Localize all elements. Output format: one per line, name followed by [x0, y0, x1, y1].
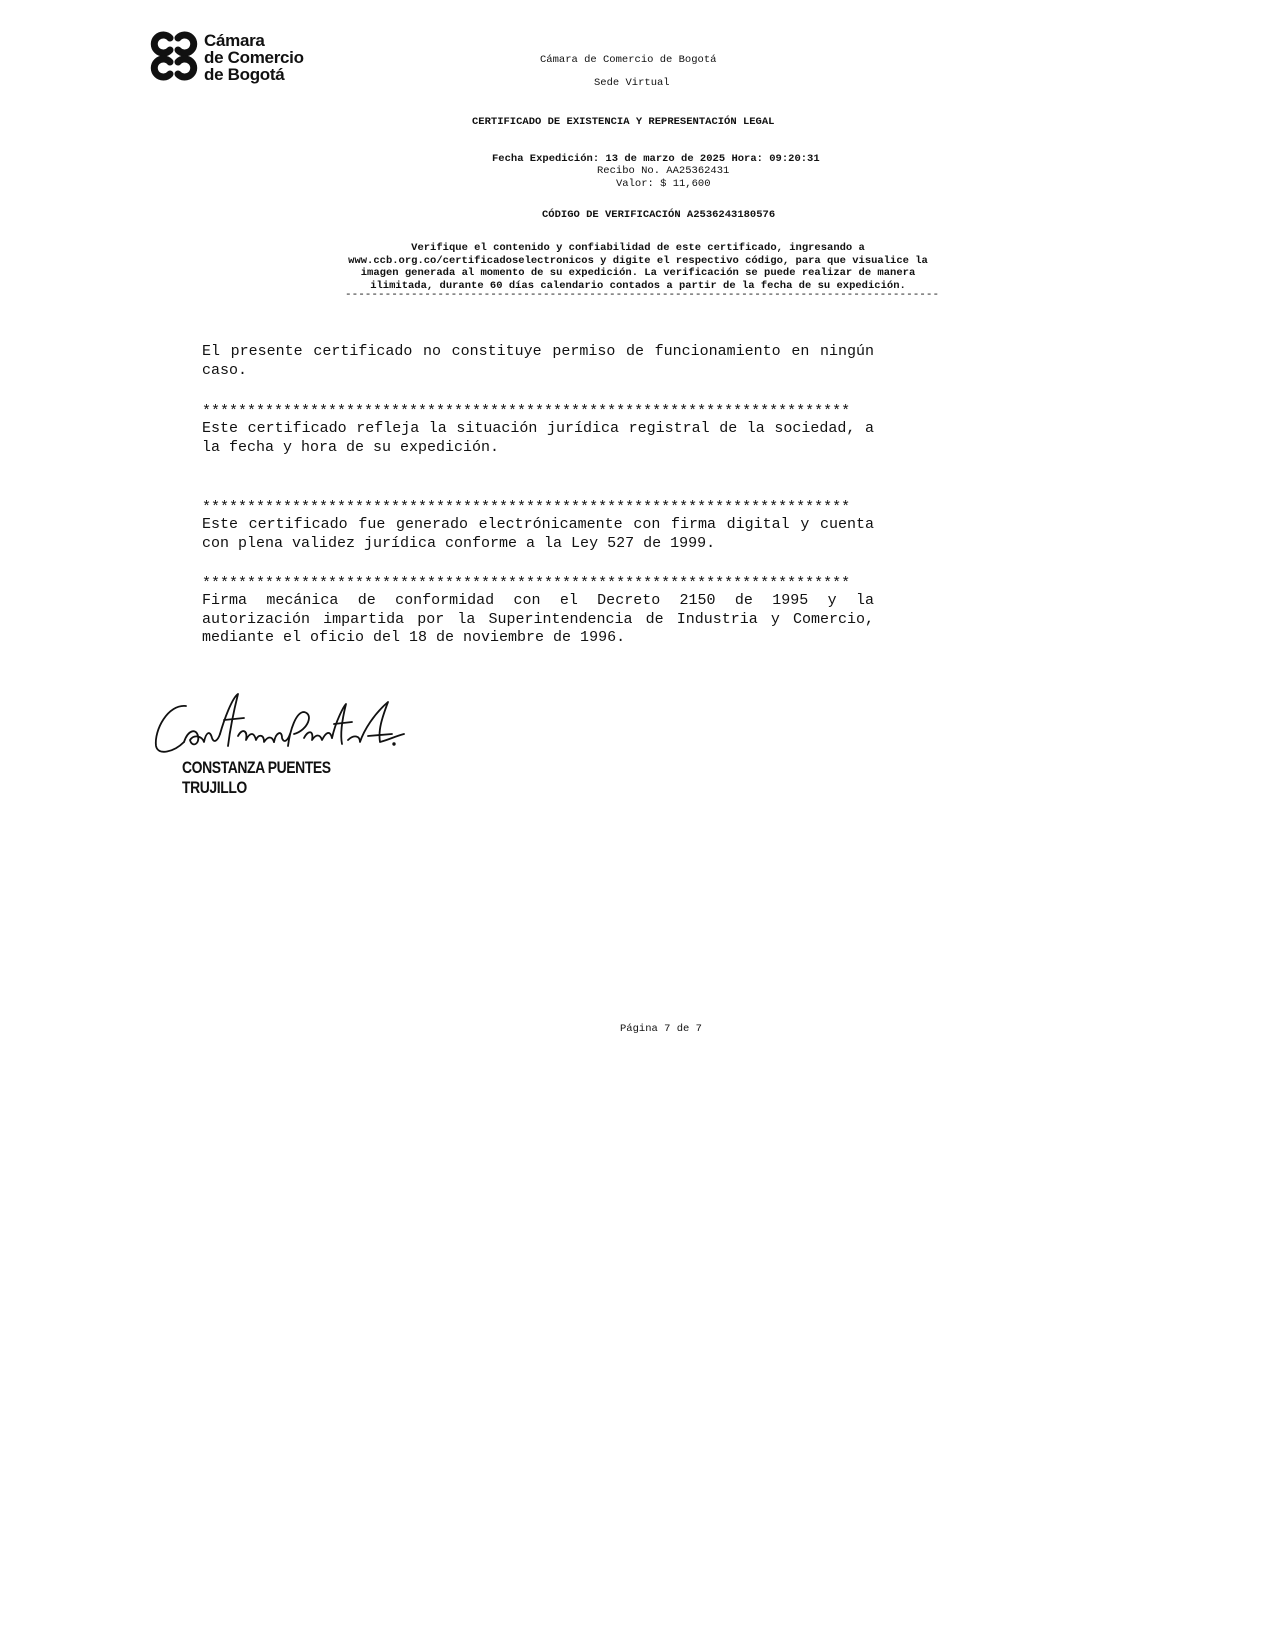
verify-line-4: ilimitada, durante 60 días calendario contados a partir de la fecha de su expedición. — [370, 279, 906, 292]
institution-name: Cámara de Comercio de Bogotá — [540, 54, 717, 66]
verification-code: CÓDIGO DE VERIFICACIÓN A2536243180576 — [542, 209, 776, 221]
issue-date: Fecha Expedición: 13 de marzo de 2025 Hora: 09:20:31 — [492, 153, 820, 165]
stars-divider-2: ************************************************************************ — [202, 499, 851, 516]
verify-line-1: Verifique el contenido y confiabilidad de este certificado, ingresando a — [411, 242, 865, 254]
stars-divider-1: ************************************************************************ — [202, 403, 851, 420]
paragraph-mechanical-signature: Firma mecánica de conformidad con el Decreto 2150 de 1995 y la autorización impartida por la Superintendencia de Industria y Comercio, mediante el oficio del 18 de noviembre de 1996. — [202, 592, 874, 646]
paragraph-digital-signature: Este certificado fue generado electrónicamente con firma digital y cuenta con plena validez jurídica conforme a la Ley 527 de 1999. — [202, 516, 874, 552]
ccb-logo — [148, 30, 318, 86]
header-divider: ------------------------------------------------------------------------------------------ — [345, 289, 940, 301]
verify-line-3: imagen generada al momento de su expedición. La verificación se puede realizar de manera — [360, 267, 916, 279]
logo-line-3: de Bogotá — [204, 65, 285, 84]
certificate-value: Valor: $ 11,600 — [616, 178, 711, 190]
verify-line-2: www.ccb.org.co/certificadoselectronicos y digite el respectivo código, para que visualice la — [348, 254, 928, 267]
verification-instructions — [0, 242, 1276, 292]
certificate-title: CERTIFICADO DE EXISTENCIA Y REPRESENTACIÓN LEGAL — [472, 116, 775, 128]
paragraph-legal-situation: Este certificado refleja la situación jurídica registral de la sociedad, a la fecha y hora de su expedición. — [202, 420, 874, 456]
sede-virtual: Sede Virtual — [594, 77, 670, 89]
signature-block — [148, 690, 418, 797]
signatory-name: CONSTANZA PUENTES TRUJILLO — [182, 758, 331, 797]
logo-line-1: Cámara — [204, 31, 265, 50]
handwritten-signature — [148, 690, 418, 760]
stars-divider-3: ************************************************************************ — [202, 575, 851, 592]
logo-text — [204, 32, 304, 83]
ccb-logo-icon — [148, 30, 200, 82]
receipt-number: Recibo No. AA25362431 — [597, 165, 730, 177]
logo-line-2: de Comercio — [204, 48, 304, 67]
page-number: Página 7 de 7 — [620, 1023, 702, 1035]
paragraph-no-permit: El presente certificado no constituye permiso de funcionamiento en ningún caso. — [202, 343, 874, 379]
